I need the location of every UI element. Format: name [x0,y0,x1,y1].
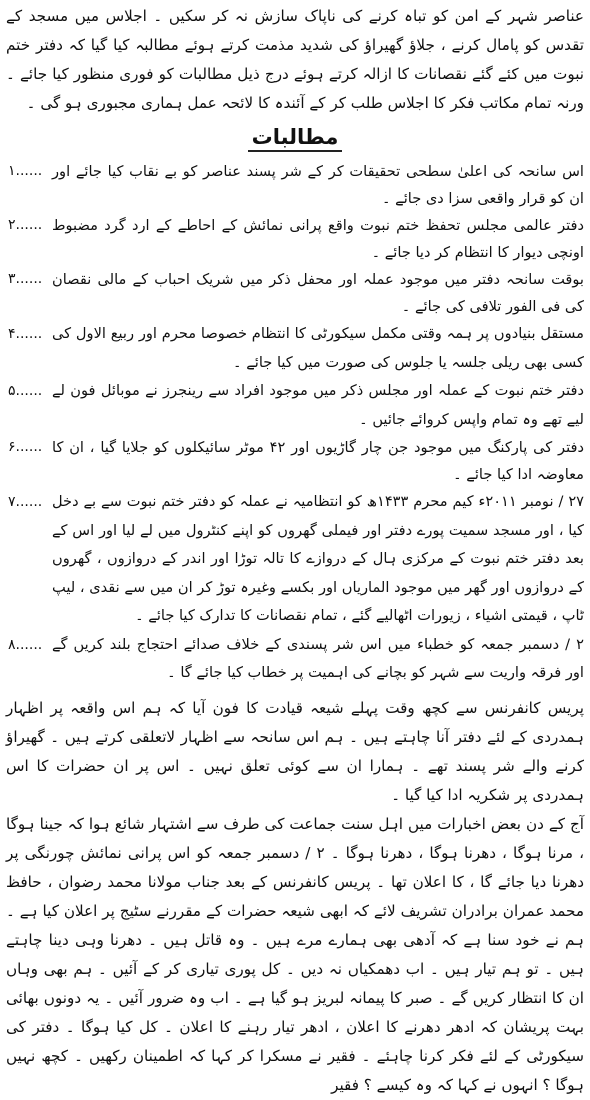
demand-item [6,488,584,631]
demand-number: ۶...... [8,439,43,455]
demand-text: ۲۷ / نومبر ۲۰۱۱ء کیم محرم ۱۴۳۳ھ کو انتظامیہ نے عملہ کو دفتر ختم نبوت سے بے دخل کیا ، اور مسجد سمیت پورے دفتر اور فیملی گھروں کو اپنے کنٹرول میں لے لیا اور اس کے بعد دفتر ختم نبوت کے مرکزی ہال کے دروازے کا تالہ توڑا اور اندر کے دروازوں ، گھروں کے دروازوں اور گھر میں موجود الماریاں اور بکسے وغیرہ توڑ کر ان میں سے نقدی ، لیپ ٹاپ ، قیمتی اشیاء ، زیورات اٹھالیے گئے ، تمام نقصانات کا تدارک کیا جائے ۔ [52,493,584,624]
demand-text: دفتر عالمی مجلس تحفظ ختم نبوت واقع پرانی نمائش کے احاطے کے ارد گرد مضبوط اونچی دیوار کا انتظام کر دیا جائے ۔ [52,217,584,261]
demand-number: ۸...... [8,636,43,653]
demand-item [6,377,584,434]
demand-text: ۲ / دسمبر جمعہ کو خطباء میں اس شر پسندی کے خلاف صدائے احتجاج بلند کریں گے اور فرقہ واریت سے شہر کو بچانے کی اہمیت پر خطاب کیا جائے گا ۔ [52,635,584,681]
demand-number: ۷...... [8,494,43,510]
demand-number: ۱...... [8,163,43,179]
demands-list [6,158,584,688]
demand-item [6,158,584,212]
demand-item [6,320,584,377]
demand-item [6,266,584,320]
sit-in-paragraph: آج کے دن بعض اخبارات میں اہل سنت جماعت کی طرف سے اشتہار شائع ہوا کہ جینا ہوگا ، مرنا ہوگا ، دھرنا ہوگا ، دھرنا ہوگا ۔ ۲ / دسمبر جمعہ کو اس پرانی نمائش چورنگی پر دھرنا دیا جائے گا ، کا اعلان تھا ۔ پریس کانفرنس کے بعد جناب مولانا محمد رضوان ، حافظ محمد عمران برادران تشریف لائے کہ ابھی شیعہ حضرات کے مقررنے سٹیج پر اعلان کیا ہے ۔ ہم نے خود سنا ہے کہ آدھی بھی ہمارے مرے ہیں ۔ وہ قاتل ہیں ۔ دھرنا وہی دینا چاہتے ہیں ۔ تو ہم تیار ہیں ۔ اب دھمکیاں نہ دیں ۔ کل پوری تیاری کر کے آئیں ۔ ہم بھی وہاں ان کا انتظار کریں گے ۔ صبر کا پیمانہ لبریز ہو گیا ہے ۔ اب وہ ضرور آئیں ۔ یہ دونوں بھائی بہت پریشان کہ ادھر دھرنے کا اعلان ، ادھر تیار رہنے کا اعلان ۔ کل کیا ہوگا ۔ دفتر کی سیکورٹی کے لئے فکر کرنا چاہئے ۔ فقیر نے مسکرا کر کہا کہ اطمینان رکھیں ۔ کچھ نہیں ہوگا ؟ انہوں نے کہا کہ وہ کیسے ؟ فقیر [6,814,584,1094]
demand-item [6,631,584,688]
demand-number: ۳...... [8,271,43,287]
demand-text: دفتر ختم نبوت کے عملہ اور مجلس ذکر میں موجود افراد سے رینجرز نے موبائل فون لے لیے تھے وہ تمام واپس کروائے جائیں ۔ [52,382,584,428]
demand-item [6,212,584,266]
demand-item [6,434,584,488]
section-heading [6,122,584,152]
demand-text: مستقل بنیادوں پر ہمہ وقتی مکمل سیکورٹی کا انتظام خصوصا محرم اور ربیع الاول کی کسی بھی ریلی جلسہ یا جلوس کی صورت میں کیا جائے ۔ [52,325,584,371]
demand-number: ۴...... [8,326,43,342]
demand-number: ۵...... [8,383,43,399]
intro-paragraph: عناصر شہر کے امن کو تباہ کرنے کی ناپاک سازش نہ کر سکیں ۔ اجلاس میں مسجد کے تقدس کو پامال کرنے ، جلاؤ گھیراؤ کی شدید مذمت کرتے ہوئے مطالبہ کیا گیا کہ دفتر ختم نبوت میں کئے گئے نقصانات کا ازالہ کرتے ہوئے درج ذیل مطالبات کو فوری منظور کیا جائے ۔ ورنہ تمام مکاتب فکر کا اجلاس طلب کر کے آئندہ کا لائحہ عمل ہماری مجبوری ہو گی ۔ [6,7,584,112]
demand-number: ۲...... [8,217,43,233]
press-conference-paragraph: پریس کانفرنس سے کچھ وقت پہلے شیعہ قیادت کا فون آیا کہ ہم اس واقعہ پر اظہار ہمدردی کے لئے دفتر آنا چاہتے ہیں ۔ ہم اس سانحہ سے اظہار لاتعلقی کرتے ہیں ۔ گھیراؤ کرنے والے شر پسند تھے ۔ ہمارا ان سے کوئی تعلق نہیں ۔ اس پر ان حضرات کا اس ہمدردی پر شکریہ ادا کیا گیا ۔ [6,698,584,804]
heading-text: مطالبات [248,124,343,152]
demand-text: بوقت سانحہ دفتر میں موجود عملہ اور محفل ذکر میں شریک احباب کے مالی نقصان کی فی الفور تلافی کی جائے ۔ [52,271,584,315]
demand-text: اس سانحہ کی اعلیٰ سطحی تحقیقات کر کے شر پسند عناصر کو بے نقاب کیا جائے اور ان کو قرار واقعی سزا دی جائے ۔ [52,163,584,207]
demand-text: دفتر کی پارکنگ میں موجود جن چار گاڑیوں اور ۴۲ موٹر سائیکلوں کو جلایا گیا ، ان کا معاوضہ ادا کیا جائے ۔ [52,439,584,483]
